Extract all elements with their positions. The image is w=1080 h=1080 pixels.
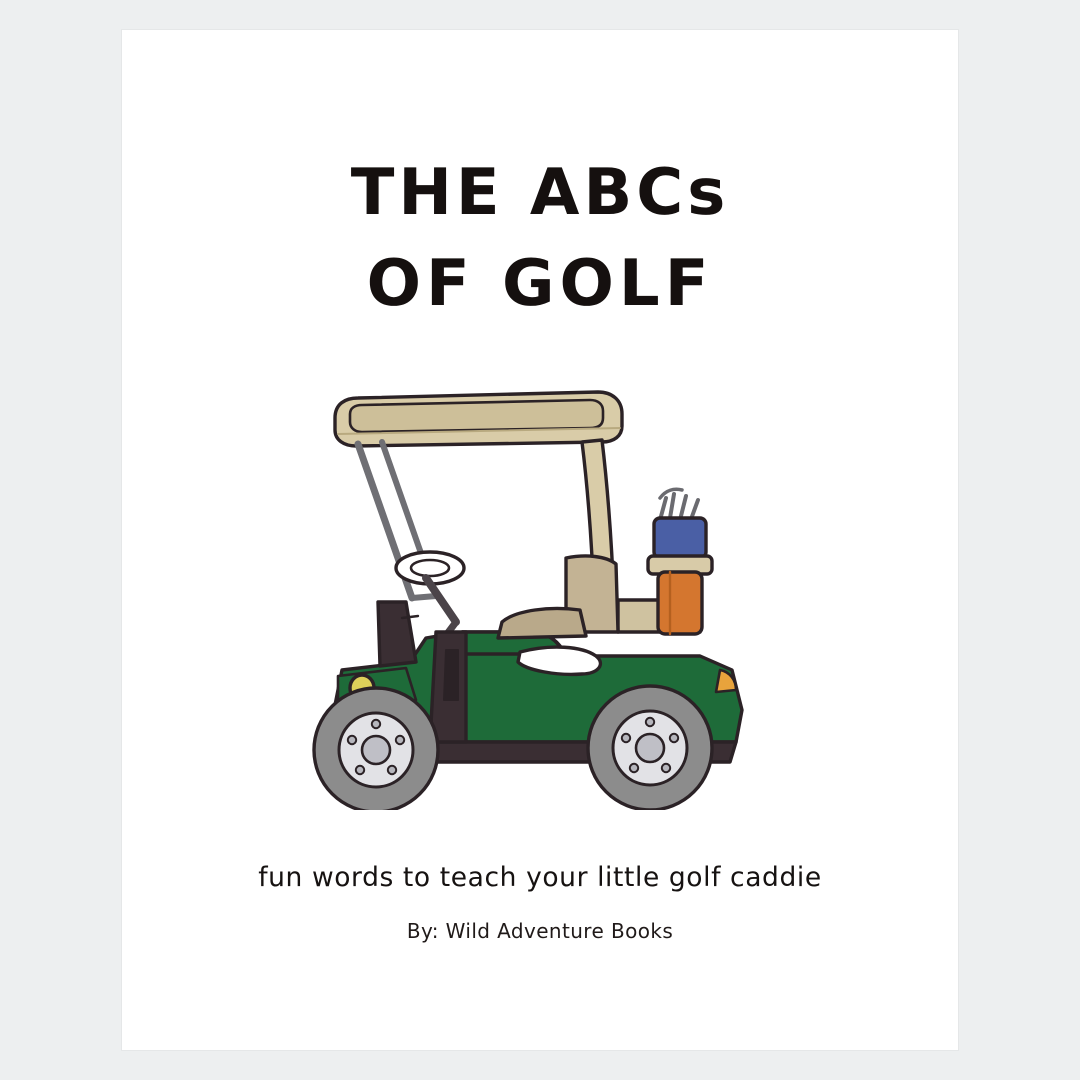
rear-wheel bbox=[588, 686, 712, 810]
golf-bag bbox=[648, 489, 712, 634]
book-title bbox=[122, 148, 958, 330]
book-cover bbox=[122, 30, 958, 1050]
golf-cart-illustration bbox=[230, 370, 850, 810]
title-line-1: THE ABCs bbox=[350, 156, 730, 230]
title-line-2: OF GOLF bbox=[366, 246, 714, 321]
cover-content bbox=[122, 30, 958, 1050]
book-subtitle: fun words to teach your little golf caddie bbox=[258, 861, 822, 893]
front-wheel bbox=[314, 688, 438, 810]
cart-roof bbox=[335, 392, 622, 446]
book-byline: By: Wild Adventure Books bbox=[406, 918, 674, 943]
cart-seat bbox=[498, 556, 618, 638]
